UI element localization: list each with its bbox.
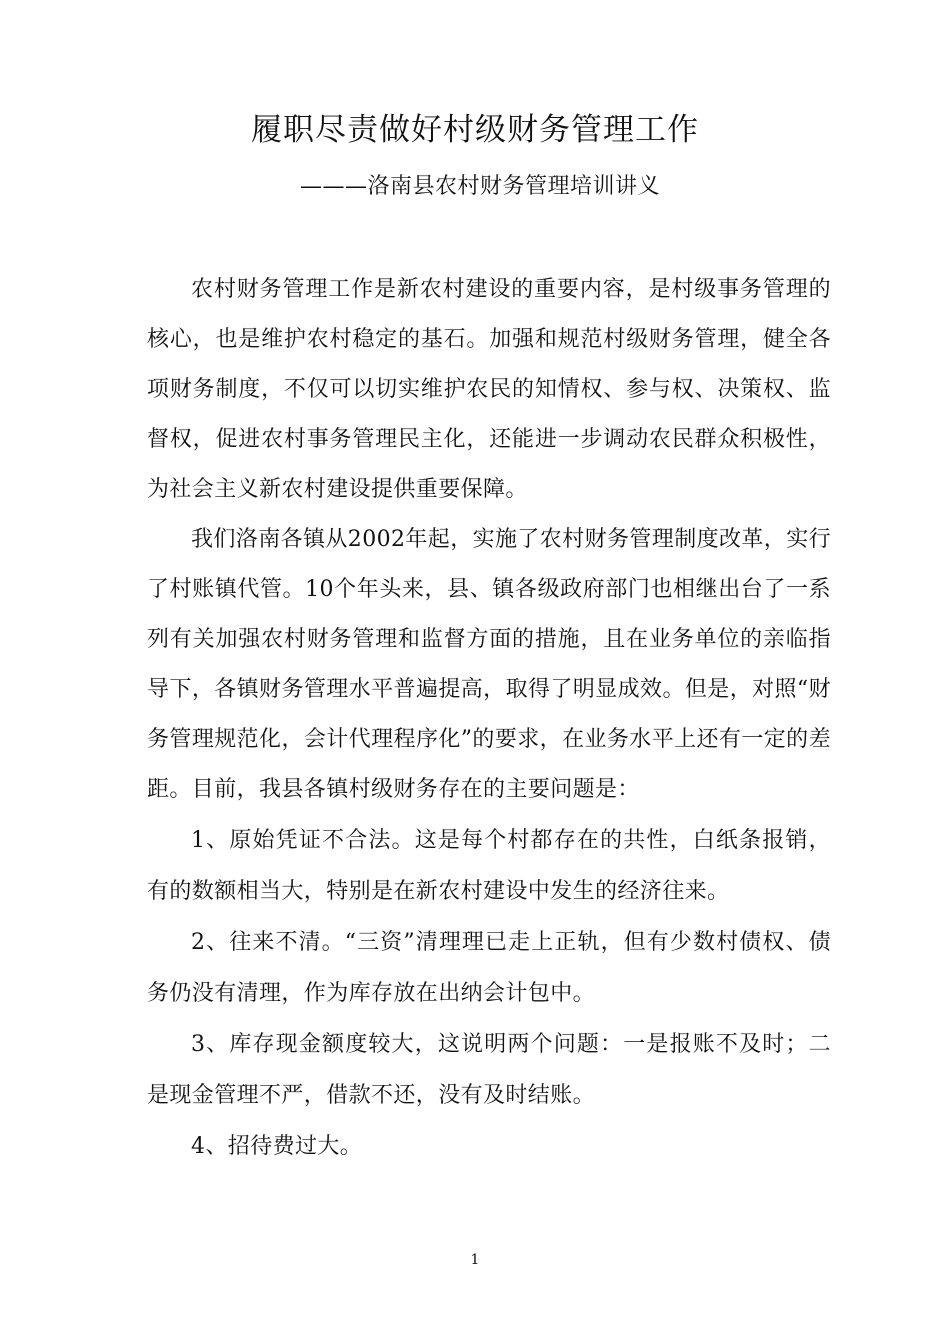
document-subtitle: ———洛南县农村财务管理培训讲义 [300,174,661,199]
paragraph-issue-2: 2、往来不清。“三资”清理理已走上正轨，但有少数村债权、债务仍没有清理，作为库存放在出纳会计包中。 [147,930,831,1006]
paragraph-reform: 我们洛南各镇从2002年起，实施了农村财务管理制度改革，实行了村账镇代管。10个年头来，县、镇各级政府部门也相继出台了一系列有关加强农村财务管理和监督方面的措施，且在业务单位的亲临指导下，各镇财务管理水平普遍提高，取得了明显成效。但是，对照“财务管理规范化，会计代理程序化”的要求，在业务水平上还有一定的差距。目前，我县各镇村级财务存在的主要问题是： [147,527,831,802]
paragraph-intro: 农村财务管理工作是新农村建设的重要内容，是村级事务管理的核心，也是维护农村稳定的基石。加强和规范村级财务管理，健全各项财务制度，不仅可以切实维护农民的知情权、参与权、决策权、监督权，促进农村事务管理民主化，还能进一步调动农民群众积极性，为社会主义新农村建设提供重要保障。 [147,277,831,502]
document-body [147,265,831,1172]
paragraph-issue-4: 4、招待费过大。 [191,1134,363,1159]
page-number: 1 [470,1252,480,1268]
paragraph-issue-1: 1、原始凭证不合法。这是每个村都存在的共性，白纸条报销，有的数额相当大，特别是在新农村建设中发生的经济往来。 [147,828,831,904]
paragraph-issue-3: 3、库存现金额度较大，这说明两个问题：一是报账不及时；二是现金管理不严，借款不还，没有及时结账。 [147,1032,831,1108]
document-title: 履职尽责做好村级财务管理工作 [251,112,699,148]
